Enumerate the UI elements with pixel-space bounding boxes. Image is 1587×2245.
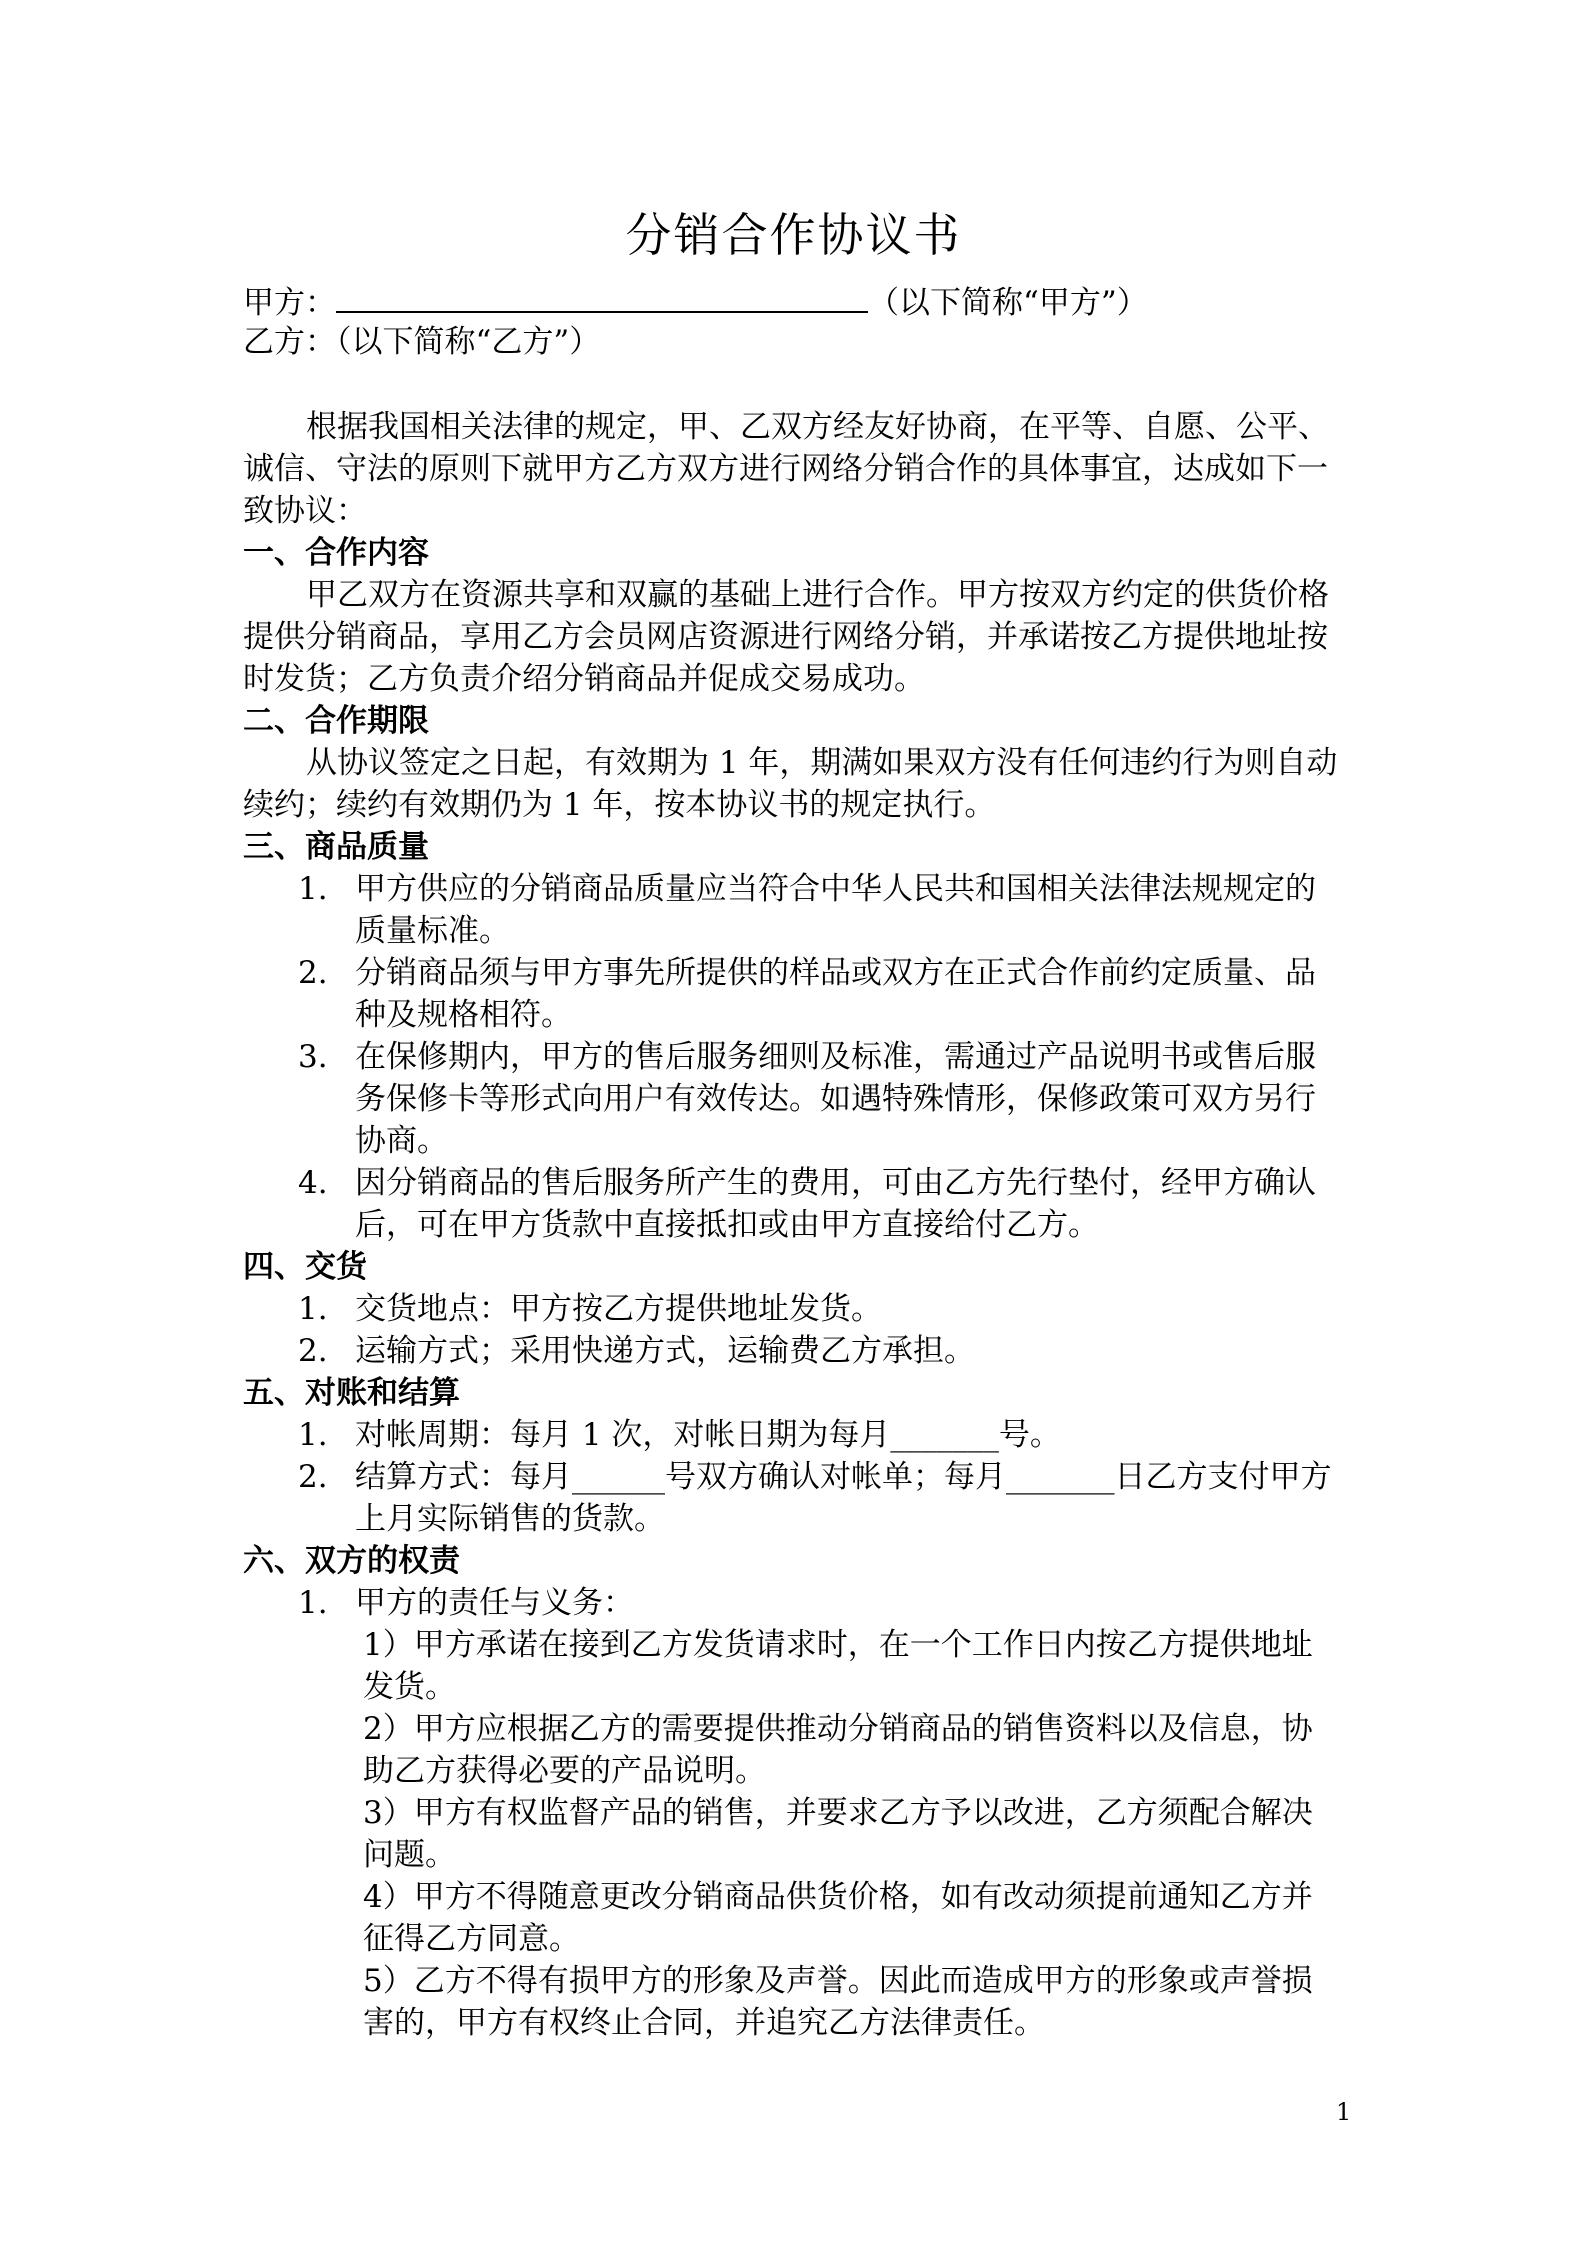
section-text: 甲乙双方在资源共享和双赢的基础上进行合作。甲方按双方约定的供货价格 (306, 577, 1329, 613)
list-item-text: 交货地点：甲方按乙方提供地址发货。 (355, 1291, 882, 1327)
list-item-text: 协商。 (355, 1123, 448, 1159)
section-text: 续约；续约有效期仍为 1 年，按本协议书的规定执行。 (243, 787, 996, 823)
list-item-text: 甲方供应的分销商品质量应当符合中华人民共和国相关法律法规规定的 (355, 871, 1316, 907)
section-heading: 一、合作内容 (243, 535, 429, 571)
sub-item-text: 3）甲方有权监督产品的销售，并要求乙方予以改进，乙方须配合解决 (363, 1795, 1313, 1831)
section-heading: 六、双方的权责 (243, 1543, 460, 1579)
list-item-text: 因分销商品的售后服务所产生的费用，可由乙方先行垫付，经甲方确认 (355, 1165, 1316, 1201)
list-number: 2. (298, 955, 328, 991)
list-item-text: 上月实际销售的货款。 (355, 1501, 665, 1537)
sub-item-text: 助乙方获得必要的产品说明。 (363, 1753, 766, 1789)
sub-item-text: 5）乙方不得有损甲方的形象及声誉。因此而造成甲方的形象或声誉损 (363, 1963, 1313, 1999)
list-item-text: 在保修期内，甲方的售后服务细则及标准，需通过产品说明书或售后服 (355, 1039, 1316, 1075)
party-a-suffix: （以下简称“甲方”） (868, 285, 1148, 321)
section-text: 从协议签定之日起，有效期为 1 年，期满如果双方没有任何违约行为则自动 (306, 745, 1338, 781)
list-item-text: 后，可在甲方货款中直接抵扣或由甲方直接给付乙方。 (355, 1207, 1099, 1243)
list-item-text: 质量标准。 (355, 913, 510, 949)
party-a-blank (336, 279, 868, 313)
section-heading: 二、合作期限 (243, 703, 429, 739)
list-number: 3. (298, 1039, 328, 1075)
list-number: 4. (298, 1165, 328, 1201)
sub-item-text: 问题。 (363, 1837, 456, 1873)
page-number: 1 (1336, 2098, 1352, 2126)
list-item-text: 种及规格相符。 (355, 997, 572, 1033)
preamble-line: 根据我国相关法律的规定，甲、乙双方经友好协商，在平等、自愿、公平、 (306, 409, 1329, 445)
document-title: 分销合作协议书 (625, 208, 962, 262)
list-item-text: 运输方式；采用快递方式，运输费乙方承担。 (355, 1333, 975, 1369)
sub-item-text: 发货。 (363, 1669, 456, 1705)
list-number: 1. (298, 1585, 328, 1621)
list-item-text: 分销商品须与甲方事先所提供的样品或双方在正式合作前约定质量、品 (355, 955, 1316, 991)
list-item-text: 甲方的责任与义务： (355, 1585, 634, 1621)
list-number: 1. (298, 1291, 328, 1327)
preamble-line: 致协议： (243, 493, 367, 529)
sub-item-text: 害的，甲方有权终止合同，并追究乙方法律责任。 (363, 2005, 1045, 2041)
list-number: 1. (298, 871, 328, 907)
section-heading: 五、对账和结算 (243, 1375, 460, 1411)
preamble-line: 诚信、守法的原则下就甲方乙方双方进行网络分销合作的具体事宜，达成如下一 (243, 451, 1328, 487)
section-text: 提供分销商品，享用乙方会员网店资源进行网络分销，并承诺按乙方提供地址按 (243, 619, 1328, 655)
list-item-text: 务保修卡等形式向用户有效传达。如遇特殊情形，保修政策可双方另行 (355, 1081, 1316, 1117)
list-number: 1. (298, 1417, 328, 1453)
sub-item-text: 征得乙方同意。 (363, 1921, 580, 1957)
list-number: 2. (298, 1459, 328, 1495)
sub-item-text: 2）甲方应根据乙方的需要提供推动分销商品的销售资料以及信息，协 (363, 1711, 1313, 1747)
list-item-text: 对帐周期：每月 1 次，对帐日期为每月_______号。 (355, 1417, 1061, 1453)
party-a-label: 甲方： (243, 285, 336, 321)
list-number: 2. (298, 1333, 328, 1369)
sub-item-text: 4）甲方不得随意更改分销商品供货价格，如有改动须提前通知乙方并 (363, 1879, 1313, 1915)
party-a-line (243, 279, 1363, 324)
section-heading: 四、交货 (243, 1249, 367, 1285)
sub-item-text: 1）甲方承诺在接到乙方发货请求时，在一个工作日内按乙方提供地址 (363, 1627, 1313, 1663)
section-heading: 三、商品质量 (243, 829, 429, 865)
list-item-text: 结算方式：每月______号双方确认对帐单；每月_______日乙方支付甲方 (355, 1459, 1332, 1495)
section-text: 时发货；乙方负责介绍分销商品并促成交易成功。 (243, 661, 925, 697)
party-b-line: 乙方：（以下简称“乙方”） (243, 324, 601, 360)
